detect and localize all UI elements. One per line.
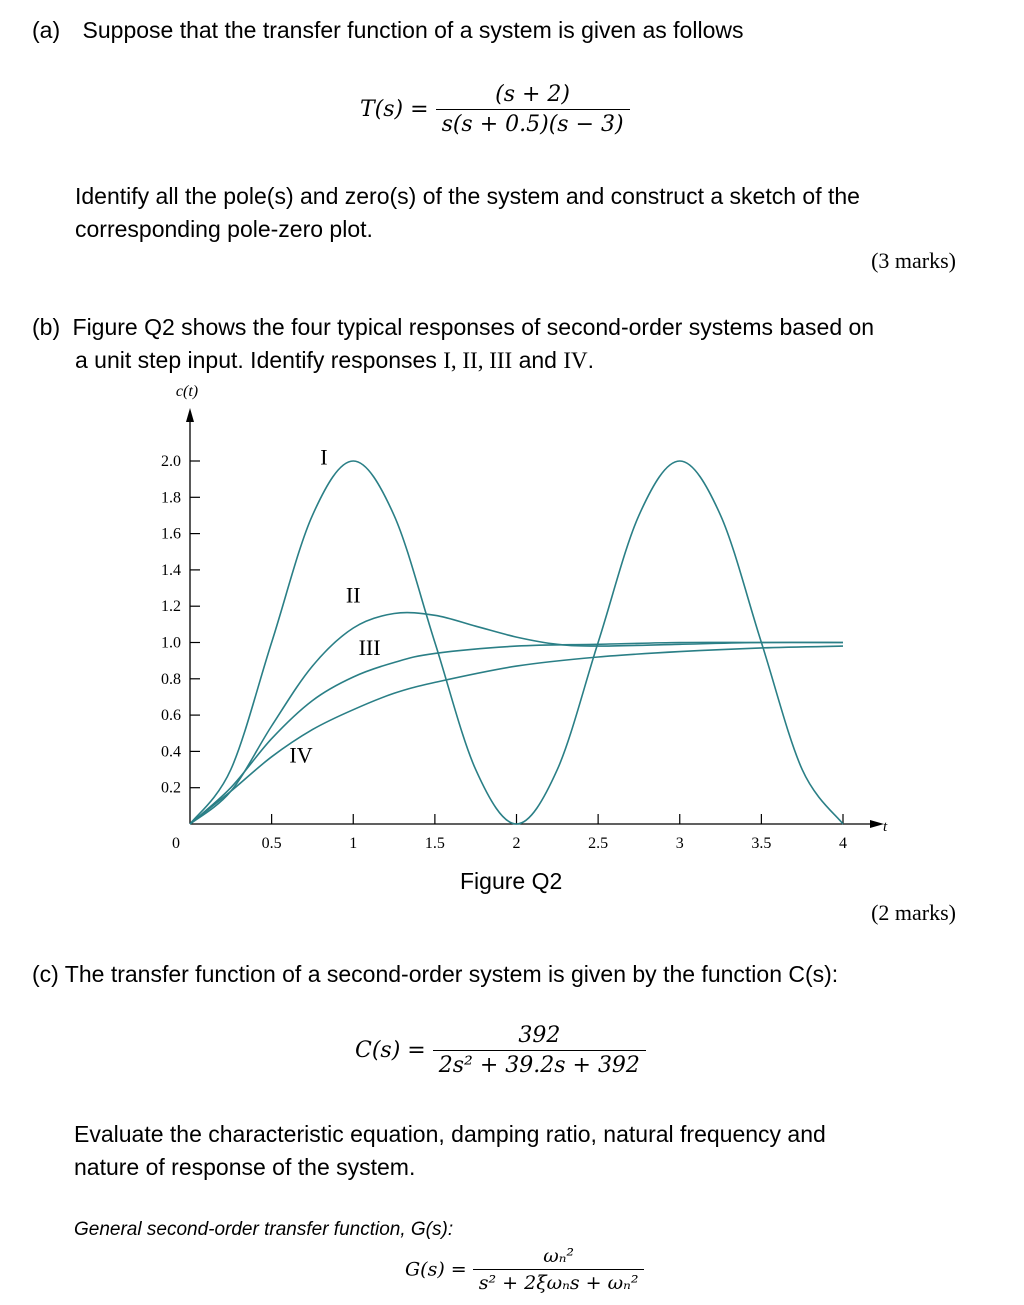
c-numerator: 392 [518,1023,561,1048]
part-a-question [75,180,860,246]
y-tick-label: 1.2 [161,598,181,616]
part-a-label: (a) [32,17,61,43]
transfer-function-t [360,82,630,137]
chart-curves [190,461,843,824]
y-tick-label: 0.8 [161,670,181,688]
x-tick-label: 1.5 [424,835,445,852]
part-b-label: (b) [32,314,61,340]
c-lhs: C(s) = [355,1038,426,1063]
part-a-question-line2: corresponding pole-zero plot. [75,216,373,242]
part-b-line2 [75,344,874,377]
part-c-intro: (c) The transfer function of a second-order system is given by the function C(s): [32,961,839,987]
part-b-roman: I, II, III [443,348,513,373]
y-axis-arrow [186,408,194,422]
general-tf-label: General second-order transfer function, G(s): [74,1219,454,1240]
part-c-question-line2: nature of response of the system. [74,1154,416,1180]
origin-label: 0 [172,835,180,852]
series-label-iv: IV [289,742,313,768]
series-label-iii: III [358,635,381,661]
part-b-line1: Figure Q2 shows the four typical responses of second-order systems based on [72,314,875,340]
g-denominator: s² + 2ξωₙs + ωₙ² [473,1269,645,1294]
part-b-iv: IV [563,348,588,373]
transfer-function-c [355,1023,646,1078]
g-lhs: G(s) = [405,1258,467,1281]
y-tick-label: 1.6 [161,525,181,543]
y-axis-label: c(t) [175,383,199,400]
part-a-intro-text: Suppose that the transfer function of a system is given as follows [82,17,744,43]
t-lhs: T(s) = [360,97,429,122]
chart-labels [161,383,888,852]
series-label-i: I [320,444,328,470]
x-tick-label: 4 [839,835,847,852]
x-tick-label: 2.5 [588,835,609,852]
part-a-intro [32,14,743,47]
g-fraction [473,1245,645,1294]
series-line-ii [190,613,843,824]
part-b-line2-prefix: a unit step input. Identify responses [75,347,444,373]
y-tick-label: 0.4 [161,743,181,761]
y-tick-label: 1.8 [161,489,181,507]
series-line-iii [190,642,843,824]
part-a-question-line1: Identify all the pole(s) and zero(s) of the system and construct a sketch of the [75,183,860,209]
x-tick-label: 0.5 [261,835,282,852]
y-tick-label: 1.0 [161,634,181,652]
x-tick-label: 3.5 [751,835,772,852]
figure-caption: Figure Q2 [460,868,563,894]
y-tick-label: 2.0 [161,453,181,470]
c-denominator: 2s² + 39.2s + 392 [433,1050,646,1078]
x-tick-label: 1 [349,835,358,852]
t-denominator: s(s + 0.5)(s − 3) [436,109,630,137]
series-label-ii: II [345,582,361,608]
x-axis-label: t [883,819,888,835]
g-numerator: ωₙ² [543,1245,575,1267]
y-tick-label: 0.2 [161,779,181,797]
part-a-marks: (3 marks) [871,248,956,273]
series-line-iv [190,646,843,824]
part-b-marks: (2 marks) [871,900,956,925]
t-fraction [436,82,630,137]
x-tick-label: 3 [675,835,684,852]
part-c-question [74,1118,826,1184]
figure-q2-chart [0,375,1024,870]
t-numerator: (s + 2) [495,82,571,107]
x-tick-label: 2 [512,835,521,852]
part-c-question-line1: Evaluate the characteristic equation, damping ratio, natural frequency and [74,1121,826,1147]
x-axis-arrow [870,820,884,828]
c-fraction [433,1023,646,1078]
part-b-text [32,311,874,377]
part-b-end: . [587,347,595,373]
y-tick-label: 1.4 [161,561,181,579]
part-b-and: and [512,347,564,373]
transfer-function-g [405,1245,644,1294]
y-tick-label: 0.6 [161,707,181,725]
